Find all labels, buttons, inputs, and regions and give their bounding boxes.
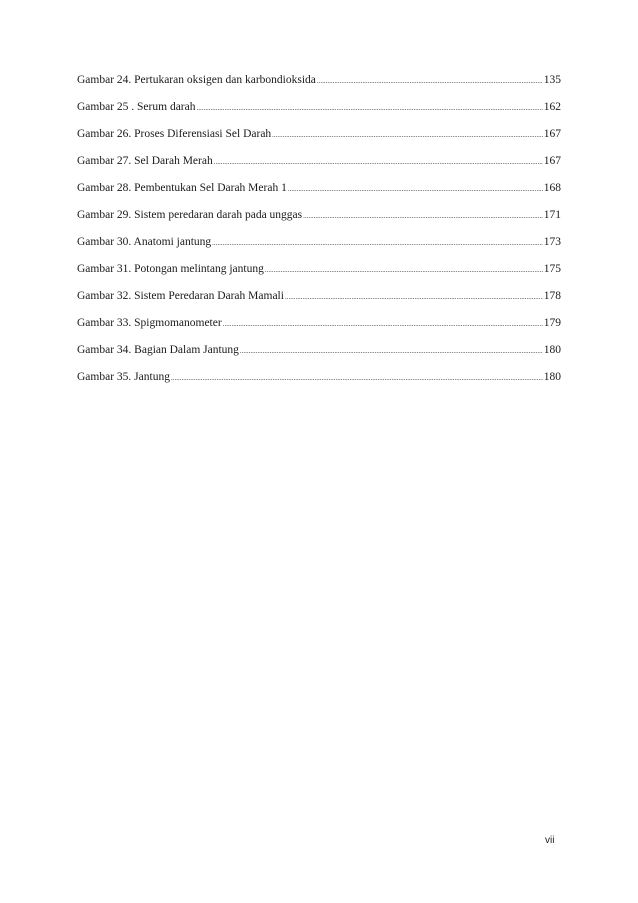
- toc-entry-page: 180: [543, 371, 561, 383]
- dot-leader: [212, 236, 543, 250]
- toc-entry-page: 167: [543, 128, 561, 140]
- dot-leader: [171, 371, 543, 385]
- page-number: vii: [545, 835, 555, 846]
- dot-leader: [265, 263, 543, 277]
- toc-entry-page: 135: [543, 74, 561, 86]
- toc-entry[interactable]: [77, 127, 561, 154]
- toc-entry-title: Gambar 24. Pertukaran oksigen dan karbondioksida: [77, 74, 316, 86]
- dot-leader: [288, 182, 543, 196]
- list-of-figures: [77, 73, 561, 397]
- toc-entry-title: Gambar 28. Pembentukan Sel Darah Merah 1: [77, 182, 287, 194]
- dot-leader: [285, 290, 543, 304]
- toc-entry-title: Gambar 34. Bagian Dalam Jantung: [77, 344, 239, 356]
- dot-leader: [223, 317, 543, 331]
- toc-entry-page: 162: [543, 101, 561, 113]
- dot-leader: [196, 101, 542, 115]
- toc-entry[interactable]: [77, 181, 561, 208]
- toc-entry[interactable]: [77, 316, 561, 343]
- toc-entry-title: Gambar 30. Anatomi jantung: [77, 236, 212, 248]
- toc-entry[interactable]: [77, 343, 561, 370]
- toc-entry-title: Gambar 27. Sel Darah Merah: [77, 155, 213, 167]
- toc-entry[interactable]: [77, 370, 561, 397]
- toc-entry-title: Gambar 35. Jantung: [77, 371, 170, 383]
- toc-entry-title: Gambar 25 . Serum darah: [77, 101, 196, 113]
- toc-entry-title: Gambar 32. Sistem Peredaran Darah Mamali: [77, 290, 284, 302]
- toc-entry-page: 167: [543, 155, 561, 167]
- dot-leader: [272, 128, 543, 142]
- toc-entry[interactable]: [77, 235, 561, 262]
- toc-entry-page: 168: [543, 182, 561, 194]
- toc-entry-page: 180: [543, 344, 561, 356]
- toc-entry-title: Gambar 26. Proses Diferensiasi Sel Darah: [77, 128, 272, 140]
- toc-entry[interactable]: [77, 154, 561, 181]
- toc-entry-page: 179: [543, 317, 561, 329]
- toc-entry-page: 171: [543, 209, 561, 221]
- toc-entry[interactable]: [77, 208, 561, 235]
- toc-entry-title: Gambar 33. Spigmomanometer: [77, 317, 222, 329]
- toc-entry[interactable]: [77, 289, 561, 316]
- toc-entry-page: 173: [543, 236, 561, 248]
- dot-leader: [303, 209, 543, 223]
- dot-leader: [214, 155, 543, 169]
- toc-entry-page: 178: [543, 290, 561, 302]
- toc-entry-title: Gambar 29. Sistem peredaran darah pada unggas: [77, 209, 303, 221]
- toc-entry-title: Gambar 31. Potongan melintang jantung: [77, 263, 264, 275]
- dot-leader: [317, 74, 543, 88]
- toc-entry[interactable]: [77, 262, 561, 289]
- toc-entry-page: 175: [543, 263, 561, 275]
- dot-leader: [240, 344, 543, 358]
- toc-entry[interactable]: [77, 100, 561, 127]
- toc-entry[interactable]: [77, 73, 561, 100]
